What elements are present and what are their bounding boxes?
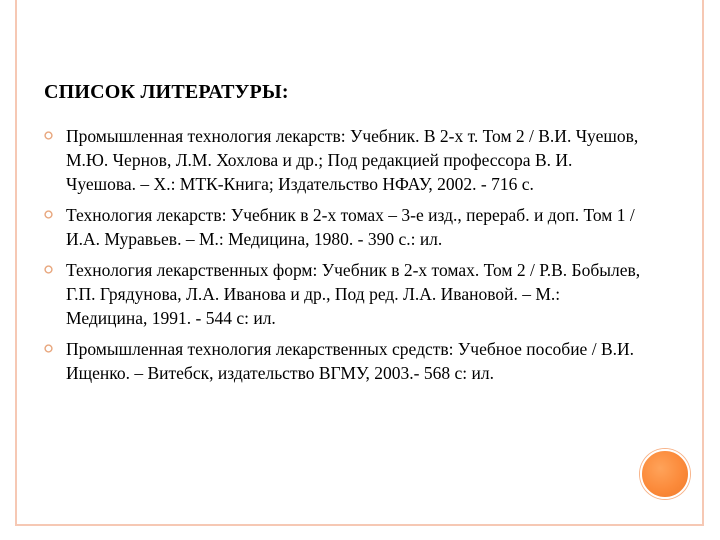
list-item [44, 258, 644, 330]
page-title: СПИСОК ЛИТЕРАТУРЫ: [44, 81, 289, 103]
ring-bullet-icon [44, 265, 53, 274]
list-item [44, 203, 644, 251]
ring-bullet-icon [44, 344, 53, 353]
ring-bullet-icon [44, 210, 53, 219]
list-item [44, 337, 644, 385]
list-item [44, 124, 644, 196]
ring-bullet-icon [44, 131, 53, 140]
list-item-text: Технология лекарств: Учебник в 2-х томах – 3-е изд., перераб. и доп. Том 1 / И.А. Муравьев. – М.: Медицина, 1980. - 390 с.: ил. [66, 205, 635, 249]
list-item-text: Промышленная технология лекарств: Учебник. В 2-х т. Том 2 / В.И. Чуешов, М.Ю. Чернов, Л.М. Хохлова и др.; Под редакцией профессора В. И. Чуешова. – Х.: МТК-Книга; Издательство НФАУ, 2002. - 716 с. [66, 126, 639, 194]
decorative-orange-circle [640, 449, 690, 499]
list-item-text: Промышленная технология лекарственных средств: Учебное пособие / В.И. Ищенко. – Витебск, издательство ВГМУ, 2003.- 568 с: ил. [66, 339, 634, 383]
list-item-text: Технология лекарственных форм: Учебник в 2-х томах. Том 2 / Р.В. Бобылев, Г.П. Грядунова, Л.А. Иванова и др., Под ред. Л.А. Ивановой. – М.: Медицина, 1991. - 544 с: ил. [66, 260, 641, 328]
bibliography-list [44, 124, 644, 392]
